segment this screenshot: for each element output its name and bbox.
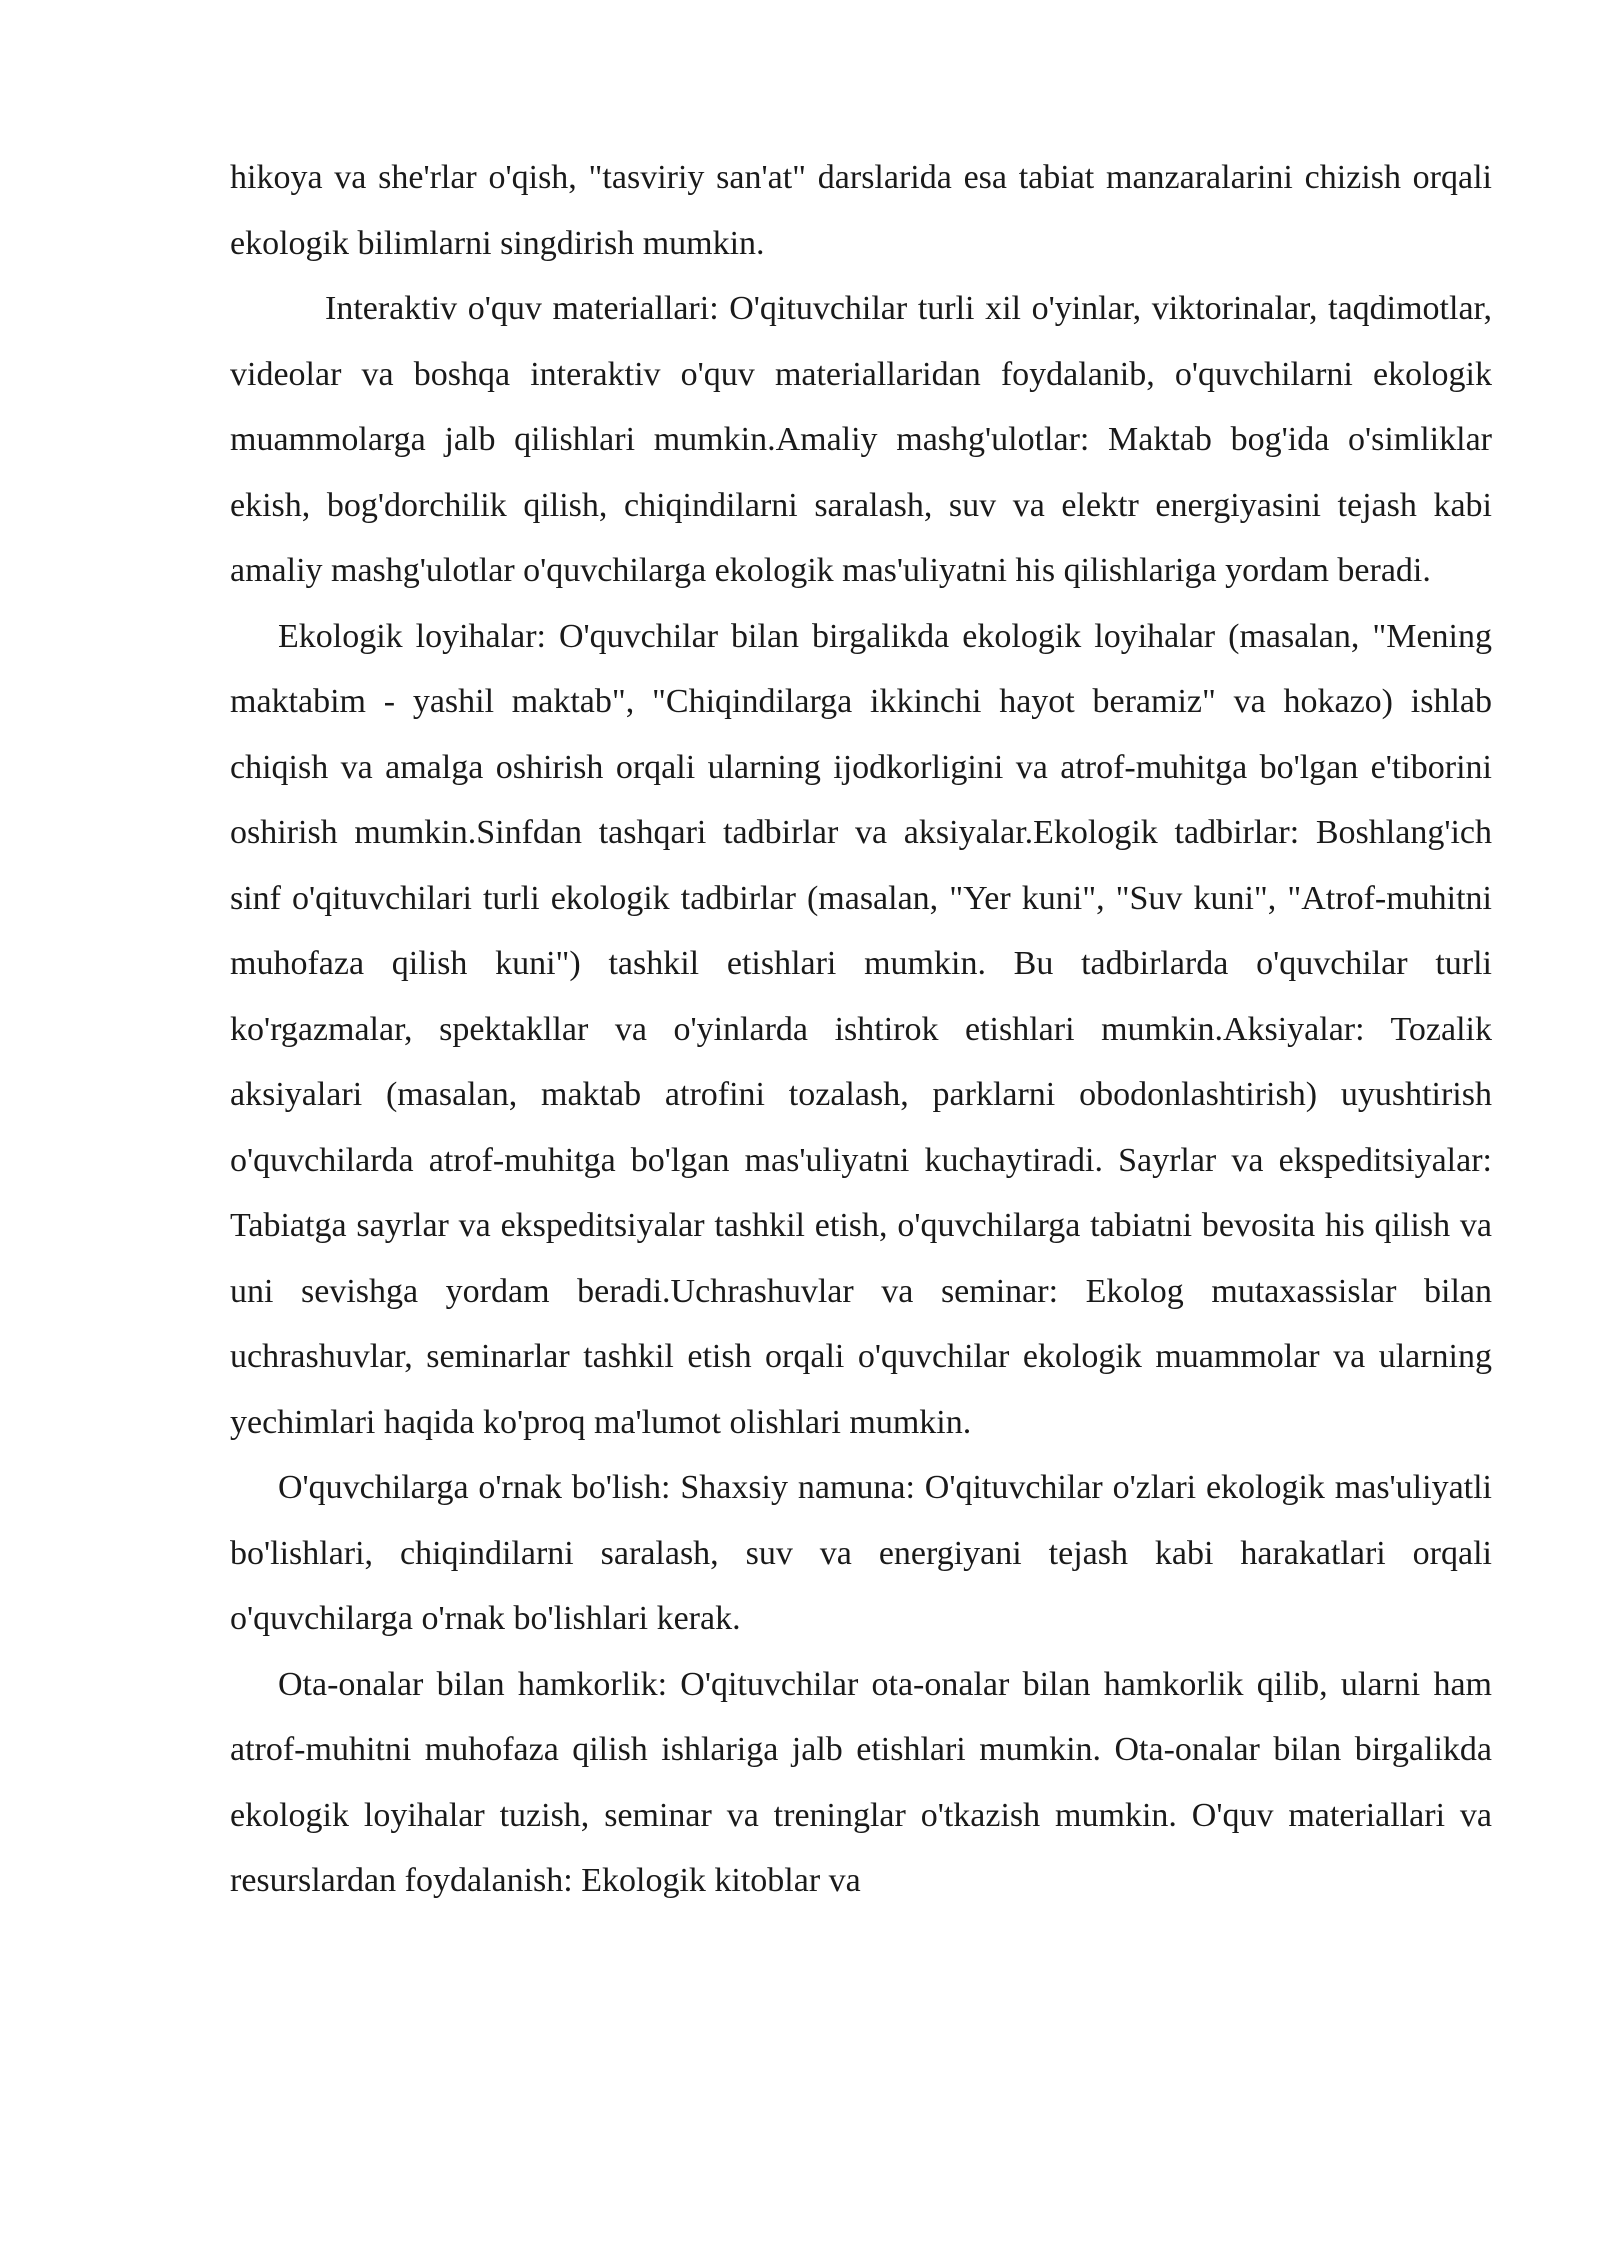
paragraph-interactive-materials: Interaktiv o'quv materiallari: O'qituvchilar turli xil o'yinlar, viktorinalar, taqdimotlar, videolar va boshqa interaktiv o'quv materiallaridan foydalanib, o'quvchilarni ekologik muammolarga jalb qilishlari mumkin.Amaliy mashg'ulotlar: Maktab bog'ida o'simliklar ekish, bog'dorchilik qilish, chiqindilarni saralash, suv va elektr energiyasini tejash kabi amaliy mashg'ulotlar o'quvchilarga ekologik mas'uliyatni his qilishlariga yordam beradi.	[230, 290, 1492, 589]
paragraph-ecological-projects: Ekologik loyihalar: O'quvchilar bilan birgalikda ekologik loyihalar (masalan, "Mening maktabim - yashil maktab", "Chiqindilarga ikkinchi hayot beramiz" va hokazo) ishlab chiqish va amalga oshirish orqali ularning ijodkorligini va atrof-muhitga bo'lgan e'tiborini oshirish mumkin.Sinfdan tashqari tadbirlar va aksiyalar.Ekologik tadbirlar: Boshlang'ich sinf o'qituvchilari turli ekologik tadbirlar (masalan, "Yer kuni", "Suv kuni", "Atrof-muhitni muhofaza qilish kuni") tashkil etishlari mumkin. Bu tadbirlarda o'quvchilar turli ko'rgazmalar, spektakllar va o'yinlarda ishtirok etishlari mumkin.Aksiyalar: Tozalik aksiyalari (masalan, maktab atrofini tozalash, parklarni obodonlashtirish) uyushtirish o'quvchilarda atrof-muhitga bo'lgan mas'uliyatni kuchaytiradi. Sayrlar va ekspeditsiyalar: Tabiatga sayrlar va ekspeditsiyalar tashkil etish, o'quvchilarga tabiatni bevosita his qilish va uni sevishga yordam beradi.Uchrashuvlar va seminar: Ekolog mutaxassislar bilan uchrashuvlar, seminarlar tashkil etish orqali o'quvchilar ekologik muammolar va ularning yechimlari haqida ko'proq ma'lumot olishlari mumkin.	[230, 617, 1492, 1441]
paragraph-parents-cooperation: Ota-onalar bilan hamkorlik: O'qituvchilar ota-onalar bilan hamkorlik qilib, ularni ham atrof-muhitni muhofaza qilish ishlariga jalb etishlari mumkin. Ota-onalar bilan birgalikda ekologik loyihalar tuzish, seminar va treninglar o'tkazish mumkin. O'quv materiallari va resurslardan foydalanish: Ekologik kitoblar va	[230, 1665, 1492, 1899]
document-page	[230, 145, 1492, 1914]
paragraph-continuation: hikoya va she'rlar o'qish, "tasviriy san'at" darslarida esa tabiat manzaralarini chizish orqali ekologik bilimlarni singdirish mumkin.	[230, 159, 1492, 262]
paragraph-role-model: O'quvchilarga o'rnak bo'lish: Shaxsiy namuna: O'qituvchilar o'zlari ekologik mas'uliyatli bo'lishlari, chiqindilarni saralash, suv va energiyani tejash kabi harakatlari orqali o'quvchilarga o'rnak bo'lishlari kerak.	[230, 1469, 1492, 1637]
